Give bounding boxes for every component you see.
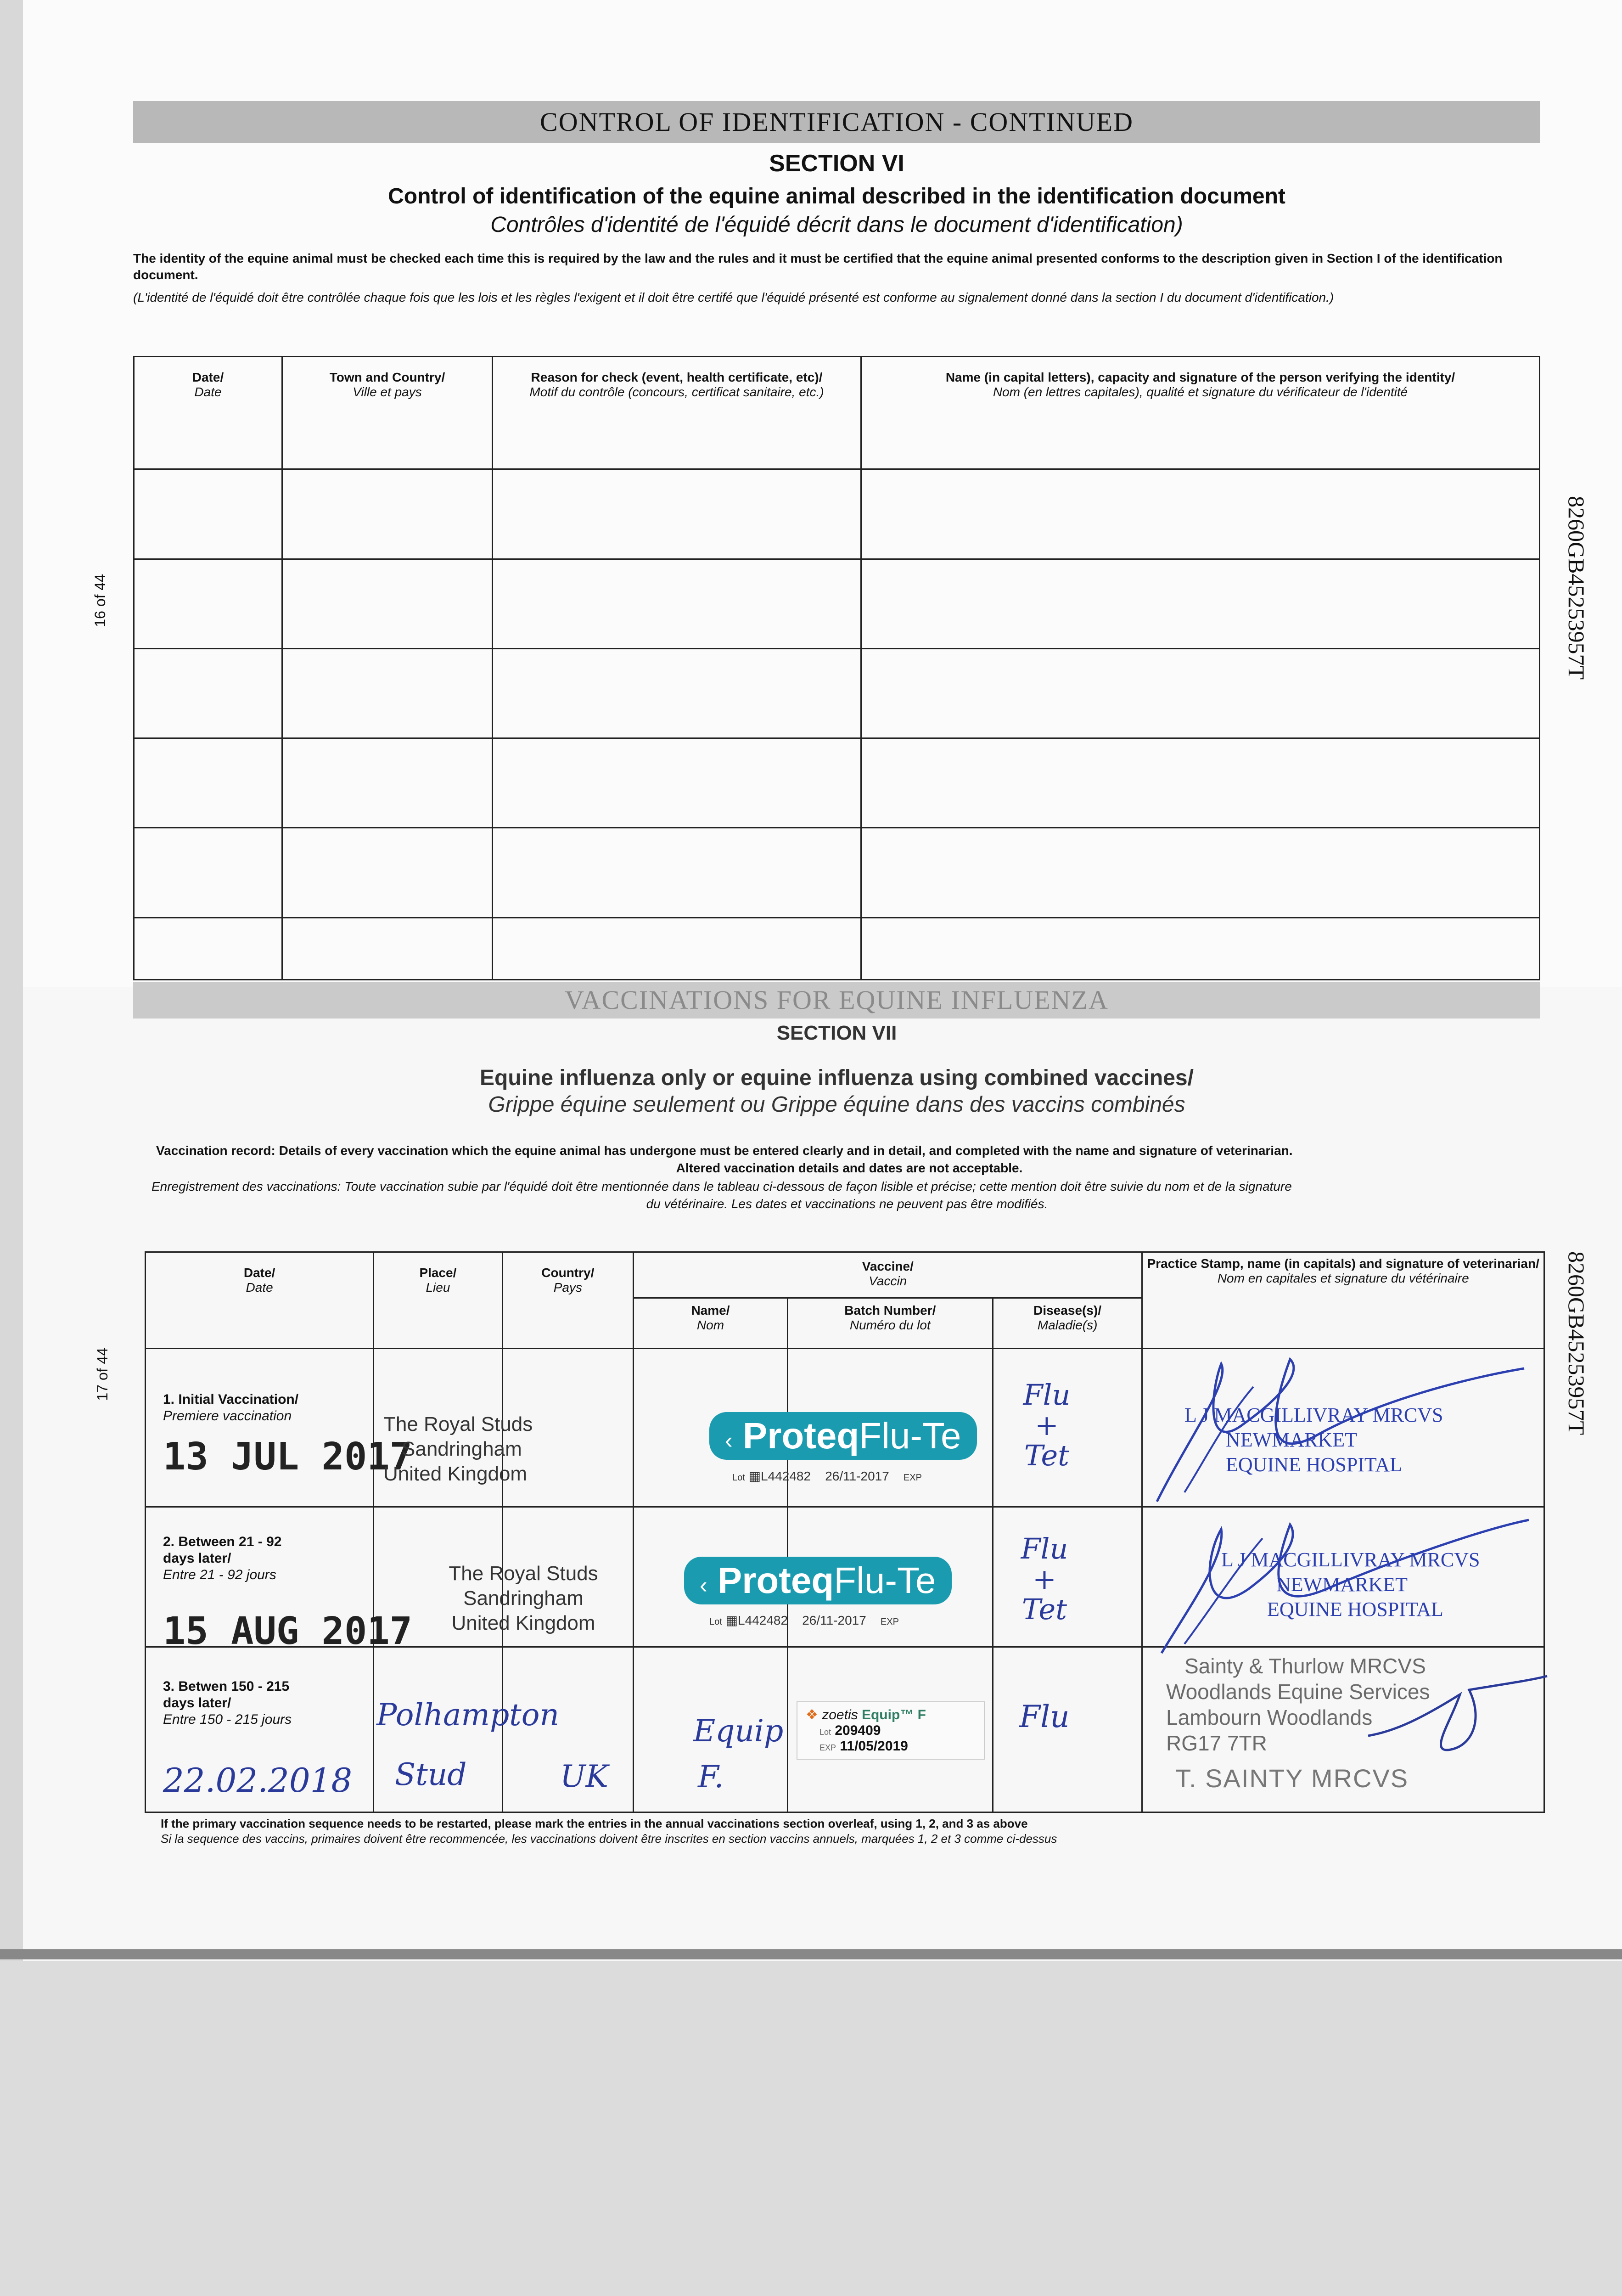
row3-signature [1359, 1662, 1552, 1763]
section-vi-intro-fr: (L'identité de l'équidé doit être contrôlée chaque fois que les lois et les règles l'exigent et il doit être certifé que l'équidé présenté est conforme au signalement donné dans la section I du document d'identification.) [133, 290, 1334, 304]
row1-place-stamp: The Royal Studs Sandringham United Kingdom [383, 1413, 533, 1485]
row1-date-stamp: 13 JUL 2017 [163, 1435, 413, 1479]
row3-label: 3. Betwen 150 - 215 days later/ Entre 150 - 215 jours [163, 1679, 292, 1727]
footer-note-fr: Si la sequence des vaccins, primaires doivent être recommencée, les vaccinations doivent être inscrites en section vaccins annuels, marquées 1, 2 et 3 comme ci-dessus [161, 1832, 1057, 1846]
table-row [134, 469, 1540, 559]
row3-place-handwritten: Polhampton Stud [376, 1697, 560, 1792]
section-vii-heading: Equine influenza only or equine influenza using combined vaccines/ [480, 1066, 1194, 1090]
page-number-16: 16 of 44 [92, 574, 108, 627]
col-place: Place/ Lieu [374, 1252, 502, 1349]
row2-place-stamp: The Royal Studs Sandringham United Kingdom [449, 1562, 598, 1634]
band-title-vii: VACCINATIONS FOR EQUINE INFLUENZA [565, 985, 1109, 1015]
row3-disease: Flu [1019, 1699, 1070, 1734]
row1-proteq-label: ‹ ProteqFlu-Te [709, 1412, 977, 1460]
row2-signature [1134, 1502, 1538, 1667]
col-reason: Reason for check (event, health certificate, etc)/ Motif du contrôle (concours, certificat sanitaire, etc.) [493, 357, 861, 469]
row3-vaccine-handwritten: Equip F. [693, 1713, 784, 1795]
identity-check-table [133, 356, 1540, 980]
col-vaccine-name: Name/ Nom [634, 1298, 788, 1349]
section-vi-intro: The identity of the equine animal must be checked each time this is required by the law and the rules and it must be certified that the equine animal presented conforms to the description given in Section I of the identification document. [133, 251, 1503, 282]
section-vi-heading-fr: Contrôles d'identité de l'équidé décrit dans le document d'identification) [490, 213, 1183, 237]
col-disease: Disease(s)/ Maladie(s) [993, 1298, 1142, 1349]
col-date: Date/ Date [146, 1252, 374, 1349]
scan-background [0, 1961, 1622, 2296]
table-row [134, 559, 1540, 648]
row3-vet-stamp: Sainty & Thurlow MRCVS Woodlands Equine Services Lambourn Woodlands RG17 7TR [1166, 1654, 1430, 1755]
section-vii-heading-fr: Grippe équine seulement ou Grippe équine dans des vaccins combinés [488, 1092, 1185, 1117]
row1-signature [1139, 1345, 1533, 1520]
col-date: Date/ Date [134, 357, 282, 469]
row3-date-handwritten: 22.02.2018 [163, 1761, 353, 1800]
section-vii-band [133, 982, 1540, 1019]
col-batch: Batch Number/ Numéro du lot [787, 1298, 993, 1349]
section-vii-title: SECTION VII [776, 1022, 897, 1044]
row1-label: 1. Initial Vaccination/ Premiere vaccination [163, 1392, 299, 1424]
col-town-country: Town and Country/ Ville et pays [282, 357, 493, 469]
row2-batch: Lot ▦L442482 26/11-2017 EXP [709, 1613, 899, 1627]
section-vi-title: SECTION VI [769, 150, 904, 177]
page-number-17: 17 of 44 [94, 1348, 111, 1401]
section-vii-intro-fr-1: Enregistrement des vaccinations: Toute vaccination subie par l'équidé doit être mentionnée dans le tableau ci-dessous de façon lisible et précise; cette mention doit être suivie du nom et de la signature [152, 1179, 1292, 1193]
table-row [134, 917, 1540, 979]
section-vii-intro-1: Vaccination record: Details of every vaccination which the equine animal has undergone must be entered clearly and in detail, and completed with the name and signature of veterinarian. [156, 1143, 1293, 1158]
passport-code-top: 8260GB45253957T [1564, 496, 1589, 680]
row1-vet-stamp: L J MACGILLIVRAY MRCVS NEWMARKET EQUINE HOSPITAL [1184, 1404, 1443, 1476]
table-row [134, 738, 1540, 828]
booklet-edge [0, 1949, 1622, 1959]
row3-vet-name: T. SAINTY MRCVS [1175, 1764, 1409, 1793]
row2-disease: Flu + Tet [1021, 1532, 1068, 1626]
col-country: Country/ Pays [502, 1252, 633, 1349]
section-vii-intro-2: Altered vaccination details and dates are not acceptable. [676, 1161, 1023, 1175]
row2-proteq-label: ‹ ProteqFlu-Te [684, 1557, 952, 1604]
row2-label: 2. Between 21 - 92 days later/ Entre 21 - 92 jours [163, 1534, 282, 1582]
band-title: CONTROL OF IDENTIFICATION - CONTINUED [540, 107, 1134, 137]
row1-disease: Flu + Tet [1023, 1378, 1071, 1472]
passport-code-bottom: 8260GB45253957T [1564, 1251, 1589, 1435]
col-vaccine: Vaccine/ Vaccin [634, 1252, 1142, 1298]
col-practice: Practice Stamp, name (in capitals) and signature of veterinarian/ Nom en capitales et signature du vétérinaire [1142, 1252, 1544, 1349]
row3-country-handwritten: UK [560, 1759, 608, 1794]
section-vii-intro-fr-2: du vétérinaire. Les dates et vaccinations ne peuvent pas être modifiés. [646, 1197, 1048, 1211]
section-vi-band [133, 101, 1540, 143]
row1-batch: Lot ▦L442482 26/11-2017 EXP [732, 1469, 922, 1483]
row2-vet-stamp: L J MACGILLIVRAY MRCVS NEWMARKET EQUINE HOSPITAL [1221, 1548, 1480, 1621]
table-row [134, 648, 1540, 738]
footer-note: If the primary vaccination sequence needs to be restarted, please mark the entries in the annual vaccinations section overleaf, using 1, 2, and 3 as above [161, 1817, 1028, 1830]
col-verifier: Name (in capital letters), capacity and signature of the person verifying the identity/ Nom (en lettres capitales), qualité et signature du vérificateur de l'identité [861, 357, 1540, 469]
row2-date-stamp: 15 AUG 2017 [163, 1609, 413, 1653]
row3-zoetis-label: ❖ zoetis Equip™ F Lot 209409 EXP 11/05/2019 [797, 1701, 985, 1760]
section-vi-heading: Control of identification of the equine animal described in the identification document [388, 184, 1285, 208]
table-row [134, 828, 1540, 917]
